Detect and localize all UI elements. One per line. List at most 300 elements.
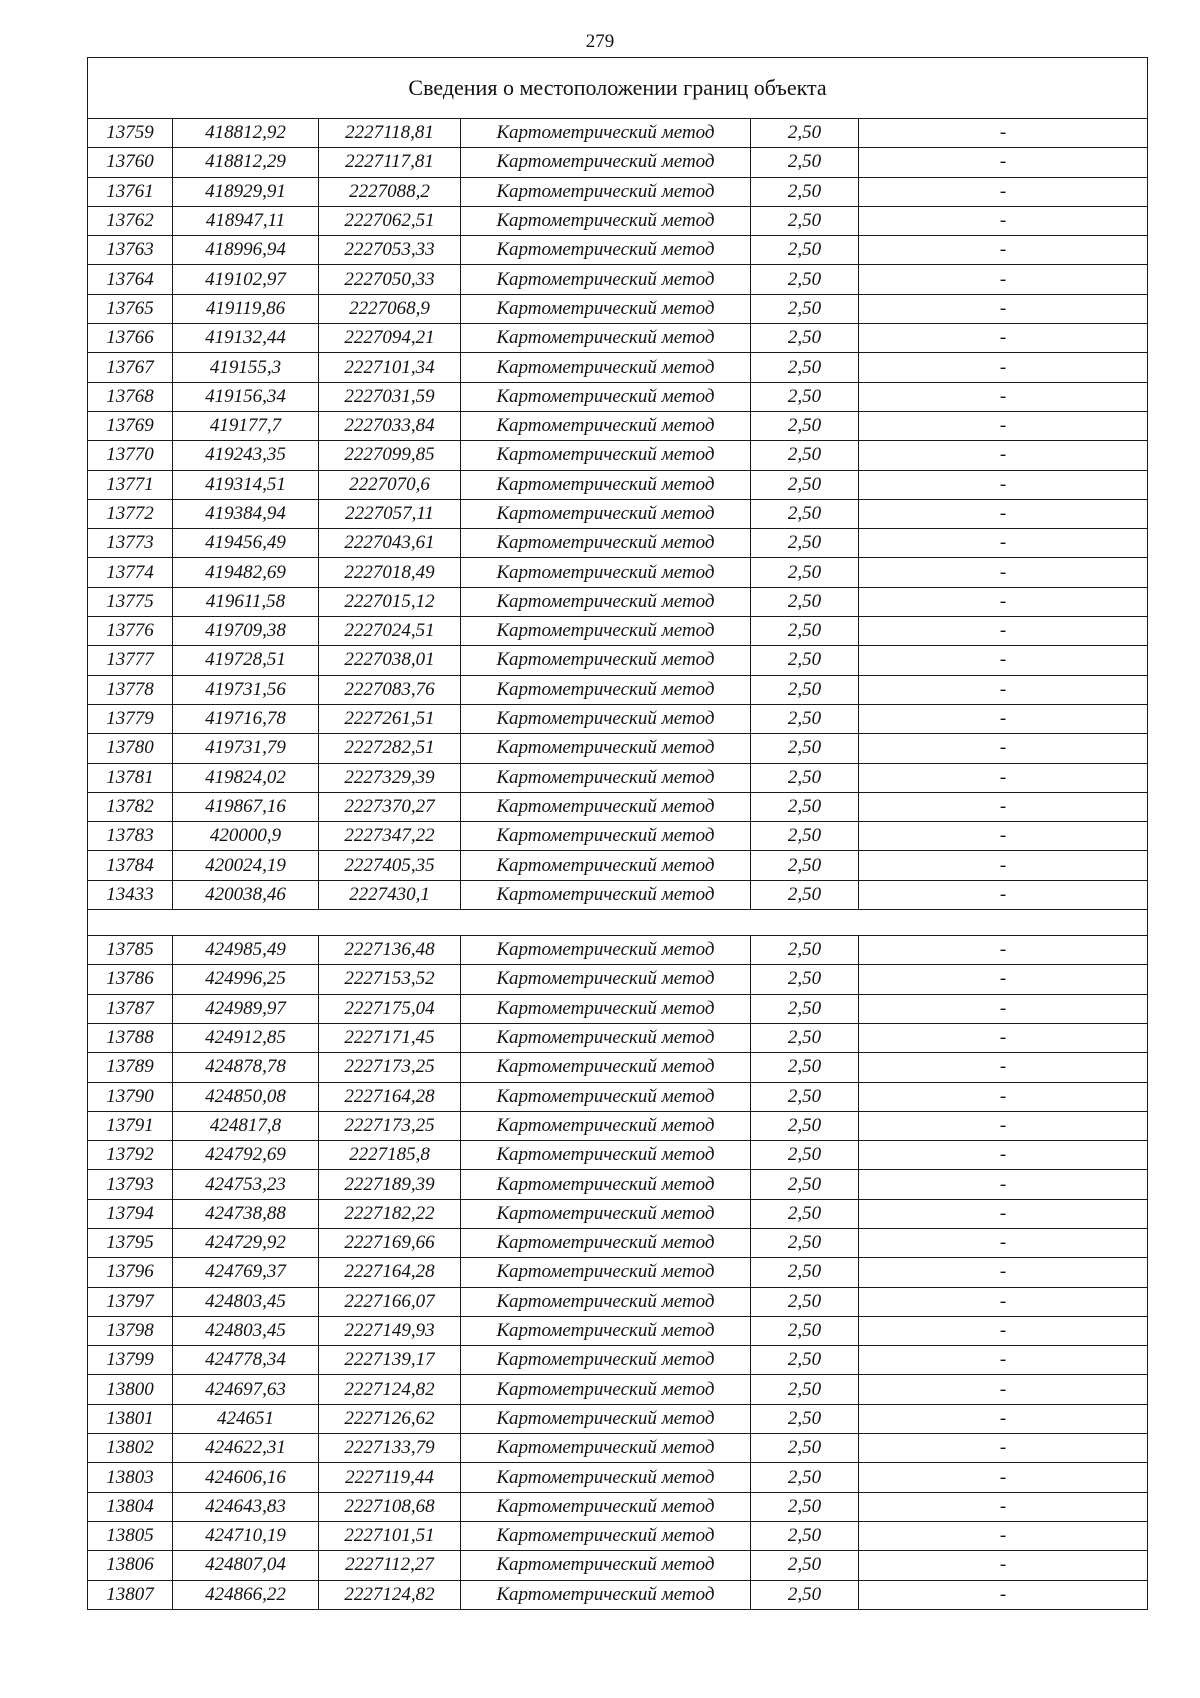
table-row (88, 1492, 1148, 1521)
description-cell: - (859, 763, 1148, 792)
x-coordinate-cell: 418812,29 (173, 148, 319, 177)
point-number-cell: 13806 (88, 1551, 173, 1580)
accuracy-cell: 2,50 (751, 441, 859, 470)
table-row (88, 851, 1148, 880)
point-number-cell: 13788 (88, 1023, 173, 1052)
y-coordinate-cell: 2227108,68 (319, 1492, 461, 1521)
x-coordinate-cell: 424807,04 (173, 1551, 319, 1580)
method-cell: Картометрический метод (461, 1492, 751, 1521)
description-cell: - (859, 411, 1148, 440)
accuracy-cell: 2,50 (751, 1580, 859, 1609)
y-coordinate-cell: 2227099,85 (319, 441, 461, 470)
accuracy-cell: 2,50 (751, 1346, 859, 1375)
description-cell: - (859, 1287, 1148, 1316)
description-cell: - (859, 1492, 1148, 1521)
table-row (88, 382, 1148, 411)
x-coordinate-cell: 419132,44 (173, 324, 319, 353)
method-cell: Картометрический метод (461, 1287, 751, 1316)
description-cell: - (859, 734, 1148, 763)
x-coordinate-cell: 418947,11 (173, 206, 319, 235)
contour-separator-row (88, 910, 1148, 936)
method-cell: Картометрический метод (461, 382, 751, 411)
x-coordinate-cell: 424996,25 (173, 965, 319, 994)
y-coordinate-cell: 2227038,01 (319, 646, 461, 675)
point-number-cell: 13787 (88, 994, 173, 1023)
method-cell: Картометрический метод (461, 1580, 751, 1609)
table-row (88, 1375, 1148, 1404)
x-coordinate-cell: 418812,92 (173, 119, 319, 148)
y-coordinate-cell: 2227101,34 (319, 353, 461, 382)
x-coordinate-cell: 419456,49 (173, 529, 319, 558)
table-row (88, 880, 1148, 909)
accuracy-cell: 2,50 (751, 353, 859, 382)
method-cell: Картометрический метод (461, 1404, 751, 1433)
table-row (88, 1170, 1148, 1199)
y-coordinate-cell: 2227149,93 (319, 1316, 461, 1345)
y-coordinate-cell: 2227057,11 (319, 499, 461, 528)
y-coordinate-cell: 2227070,6 (319, 470, 461, 499)
table-row (88, 1434, 1148, 1463)
x-coordinate-cell: 424792,69 (173, 1141, 319, 1170)
description-cell: - (859, 792, 1148, 821)
description-cell: - (859, 1346, 1148, 1375)
method-cell: Картометрический метод (461, 177, 751, 206)
point-number-cell: 13796 (88, 1258, 173, 1287)
x-coordinate-cell: 419728,51 (173, 646, 319, 675)
table-row (88, 1258, 1148, 1287)
accuracy-cell: 2,50 (751, 265, 859, 294)
x-coordinate-cell: 420000,9 (173, 822, 319, 851)
point-number-cell: 13772 (88, 499, 173, 528)
method-cell: Картометрический метод (461, 1170, 751, 1199)
point-number-cell: 13773 (88, 529, 173, 558)
method-cell: Картометрический метод (461, 1111, 751, 1140)
accuracy-cell: 2,50 (751, 1170, 859, 1199)
x-coordinate-cell: 419709,38 (173, 617, 319, 646)
accuracy-cell: 2,50 (751, 1316, 859, 1345)
method-cell: Картометрический метод (461, 236, 751, 265)
accuracy-cell: 2,50 (751, 587, 859, 616)
y-coordinate-cell: 2227033,84 (319, 411, 461, 440)
method-cell: Картометрический метод (461, 851, 751, 880)
point-number-cell: 13791 (88, 1111, 173, 1140)
description-cell: - (859, 1551, 1148, 1580)
method-cell: Картометрический метод (461, 206, 751, 235)
point-number-cell: 13762 (88, 206, 173, 235)
accuracy-cell: 2,50 (751, 646, 859, 675)
method-cell: Картометрический метод (461, 734, 751, 763)
table-row (88, 148, 1148, 177)
description-cell: - (859, 558, 1148, 587)
table-row (88, 704, 1148, 733)
point-number-cell: 13779 (88, 704, 173, 733)
point-number-cell: 13765 (88, 294, 173, 323)
method-cell: Картометрический метод (461, 529, 751, 558)
point-number-cell: 13783 (88, 822, 173, 851)
y-coordinate-cell: 2227094,21 (319, 324, 461, 353)
point-number-cell: 13767 (88, 353, 173, 382)
y-coordinate-cell: 2227189,39 (319, 1170, 461, 1199)
method-cell: Картометрический метод (461, 1053, 751, 1082)
x-coordinate-cell: 419867,16 (173, 792, 319, 821)
table-row (88, 1346, 1148, 1375)
point-number-cell: 13795 (88, 1228, 173, 1257)
point-number-cell: 13789 (88, 1053, 173, 1082)
point-number-cell: 13771 (88, 470, 173, 499)
point-number-cell: 13793 (88, 1170, 173, 1199)
point-number-cell: 13769 (88, 411, 173, 440)
table-row (88, 1023, 1148, 1052)
accuracy-cell: 2,50 (751, 763, 859, 792)
x-coordinate-cell: 420024,19 (173, 851, 319, 880)
accuracy-cell: 2,50 (751, 1434, 859, 1463)
table-row (88, 1580, 1148, 1609)
table-row (88, 1199, 1148, 1228)
y-coordinate-cell: 2227101,51 (319, 1521, 461, 1550)
accuracy-cell: 2,50 (751, 1199, 859, 1228)
point-number-cell: 13760 (88, 148, 173, 177)
accuracy-cell: 2,50 (751, 704, 859, 733)
point-number-cell: 13784 (88, 851, 173, 880)
point-number-cell: 13797 (88, 1287, 173, 1316)
table-row (88, 294, 1148, 323)
accuracy-cell: 2,50 (751, 470, 859, 499)
x-coordinate-cell: 419155,3 (173, 353, 319, 382)
description-cell: - (859, 1580, 1148, 1609)
accuracy-cell: 2,50 (751, 529, 859, 558)
description-cell: - (859, 1170, 1148, 1199)
description-cell: - (859, 1316, 1148, 1345)
y-coordinate-cell: 2227173,25 (319, 1111, 461, 1140)
table-row (88, 236, 1148, 265)
point-number-cell: 13790 (88, 1082, 173, 1111)
table-row (88, 265, 1148, 294)
method-cell: Картометрический метод (461, 994, 751, 1023)
point-number-cell: 13777 (88, 646, 173, 675)
point-number-cell: 13792 (88, 1141, 173, 1170)
method-cell: Картометрический метод (461, 558, 751, 587)
accuracy-cell: 2,50 (751, 1023, 859, 1052)
accuracy-cell: 2,50 (751, 177, 859, 206)
accuracy-cell: 2,50 (751, 558, 859, 587)
description-cell: - (859, 646, 1148, 675)
point-number-cell: 13804 (88, 1492, 173, 1521)
x-coordinate-cell: 424622,31 (173, 1434, 319, 1463)
y-coordinate-cell: 2227083,76 (319, 675, 461, 704)
table-row (88, 965, 1148, 994)
x-coordinate-cell: 419119,86 (173, 294, 319, 323)
table-row (88, 675, 1148, 704)
x-coordinate-cell: 419731,79 (173, 734, 319, 763)
point-number-cell: 13799 (88, 1346, 173, 1375)
x-coordinate-cell: 424866,22 (173, 1580, 319, 1609)
method-cell: Картометрический метод (461, 1082, 751, 1111)
table-row (88, 529, 1148, 558)
accuracy-cell: 2,50 (751, 675, 859, 704)
table-row (88, 1404, 1148, 1433)
table-row (88, 1316, 1148, 1345)
point-number-cell: 13775 (88, 587, 173, 616)
accuracy-cell: 2,50 (751, 734, 859, 763)
method-cell: Картометрический метод (461, 822, 751, 851)
method-cell: Картометрический метод (461, 646, 751, 675)
point-number-cell: 13778 (88, 675, 173, 704)
description-cell: - (859, 441, 1148, 470)
point-number-cell: 13774 (88, 558, 173, 587)
point-number-cell: 13782 (88, 792, 173, 821)
method-cell: Картометрический метод (461, 1434, 751, 1463)
accuracy-cell: 2,50 (751, 1258, 859, 1287)
accuracy-cell: 2,50 (751, 206, 859, 235)
method-cell: Картометрический метод (461, 294, 751, 323)
y-coordinate-cell: 2227112,27 (319, 1551, 461, 1580)
accuracy-cell: 2,50 (751, 324, 859, 353)
point-number-cell: 13761 (88, 177, 173, 206)
x-coordinate-cell: 418996,94 (173, 236, 319, 265)
table-row (88, 1228, 1148, 1257)
point-number-cell: 13781 (88, 763, 173, 792)
accuracy-cell: 2,50 (751, 382, 859, 411)
y-coordinate-cell: 2227430,1 (319, 880, 461, 909)
x-coordinate-cell: 424985,49 (173, 936, 319, 965)
accuracy-cell: 2,50 (751, 411, 859, 440)
y-coordinate-cell: 2227031,59 (319, 382, 461, 411)
x-coordinate-cell: 419243,35 (173, 441, 319, 470)
description-cell: - (859, 880, 1148, 909)
y-coordinate-cell: 2227018,49 (319, 558, 461, 587)
y-coordinate-cell: 2227126,62 (319, 1404, 461, 1433)
method-cell: Картометрический метод (461, 324, 751, 353)
method-cell: Картометрический метод (461, 1258, 751, 1287)
x-coordinate-cell: 424769,37 (173, 1258, 319, 1287)
table-row (88, 119, 1148, 148)
accuracy-cell: 2,50 (751, 1111, 859, 1140)
y-coordinate-cell: 2227173,25 (319, 1053, 461, 1082)
point-number-cell: 13766 (88, 324, 173, 353)
method-cell: Картометрический метод (461, 1375, 751, 1404)
method-cell: Картометрический метод (461, 1463, 751, 1492)
point-number-cell: 13764 (88, 265, 173, 294)
x-coordinate-cell: 420038,46 (173, 880, 319, 909)
y-coordinate-cell: 2227124,82 (319, 1375, 461, 1404)
method-cell: Картометрический метод (461, 587, 751, 616)
description-cell: - (859, 1463, 1148, 1492)
table-row (88, 734, 1148, 763)
x-coordinate-cell: 419384,94 (173, 499, 319, 528)
description-cell: - (859, 675, 1148, 704)
x-coordinate-cell: 424710,19 (173, 1521, 319, 1550)
y-coordinate-cell: 2227118,81 (319, 119, 461, 148)
accuracy-cell: 2,50 (751, 1492, 859, 1521)
description-cell: - (859, 265, 1148, 294)
description-cell: - (859, 617, 1148, 646)
method-cell: Картометрический метод (461, 1346, 751, 1375)
description-cell: - (859, 704, 1148, 733)
table-row (88, 324, 1148, 353)
method-cell: Картометрический метод (461, 470, 751, 499)
x-coordinate-cell: 424753,23 (173, 1170, 319, 1199)
description-cell: - (859, 236, 1148, 265)
description-cell: - (859, 1023, 1148, 1052)
accuracy-cell: 2,50 (751, 236, 859, 265)
point-number-cell: 13770 (88, 441, 173, 470)
table-row (88, 1111, 1148, 1140)
table-row (88, 206, 1148, 235)
method-cell: Картометрический метод (461, 1023, 751, 1052)
point-number-cell: 13785 (88, 936, 173, 965)
y-coordinate-cell: 2227169,66 (319, 1228, 461, 1257)
x-coordinate-cell: 419731,56 (173, 675, 319, 704)
point-number-cell: 13759 (88, 119, 173, 148)
accuracy-cell: 2,50 (751, 499, 859, 528)
description-cell: - (859, 1053, 1148, 1082)
description-cell: - (859, 499, 1148, 528)
point-number-cell: 13768 (88, 382, 173, 411)
description-cell: - (859, 587, 1148, 616)
description-cell: - (859, 1258, 1148, 1287)
x-coordinate-cell: 419482,69 (173, 558, 319, 587)
method-cell: Картометрический метод (461, 965, 751, 994)
accuracy-cell: 2,50 (751, 1404, 859, 1433)
description-cell: - (859, 1082, 1148, 1111)
x-coordinate-cell: 419102,97 (173, 265, 319, 294)
table-row (88, 1082, 1148, 1111)
x-coordinate-cell: 424850,08 (173, 1082, 319, 1111)
x-coordinate-cell: 424606,16 (173, 1463, 319, 1492)
accuracy-cell: 2,50 (751, 792, 859, 821)
point-number-cell: 13794 (88, 1199, 173, 1228)
table-row (88, 587, 1148, 616)
method-cell: Картометрический метод (461, 1141, 751, 1170)
method-cell: Картометрический метод (461, 617, 751, 646)
accuracy-cell: 2,50 (751, 294, 859, 323)
point-number-cell: 13786 (88, 965, 173, 994)
description-cell: - (859, 851, 1148, 880)
x-coordinate-cell: 424651 (173, 1404, 319, 1433)
x-coordinate-cell: 424803,45 (173, 1316, 319, 1345)
method-cell: Картометрический метод (461, 880, 751, 909)
method-cell: Картометрический метод (461, 1316, 751, 1345)
accuracy-cell: 2,50 (751, 1551, 859, 1580)
method-cell: Картометрический метод (461, 1551, 751, 1580)
point-number-cell: 13805 (88, 1521, 173, 1550)
accuracy-cell: 2,50 (751, 1082, 859, 1111)
y-coordinate-cell: 2227405,35 (319, 851, 461, 880)
boundary-table (87, 57, 1148, 1610)
method-cell: Картометрический метод (461, 148, 751, 177)
accuracy-cell: 2,50 (751, 1375, 859, 1404)
y-coordinate-cell: 2227139,17 (319, 1346, 461, 1375)
y-coordinate-cell: 2227166,07 (319, 1287, 461, 1316)
description-cell: - (859, 529, 1148, 558)
table-row (88, 1551, 1148, 1580)
y-coordinate-cell: 2227370,27 (319, 792, 461, 821)
table-row (88, 763, 1148, 792)
accuracy-cell: 2,50 (751, 148, 859, 177)
accuracy-cell: 2,50 (751, 1463, 859, 1492)
table-row (88, 1053, 1148, 1082)
x-coordinate-cell: 418929,91 (173, 177, 319, 206)
description-cell: - (859, 470, 1148, 499)
description-cell: - (859, 1434, 1148, 1463)
x-coordinate-cell: 419177,7 (173, 411, 319, 440)
description-cell: - (859, 1141, 1148, 1170)
method-cell: Картометрический метод (461, 411, 751, 440)
table-row (88, 1287, 1148, 1316)
point-number-cell: 13433 (88, 880, 173, 909)
table-row (88, 1521, 1148, 1550)
x-coordinate-cell: 419716,78 (173, 704, 319, 733)
accuracy-cell: 2,50 (751, 1141, 859, 1170)
y-coordinate-cell: 2227261,51 (319, 704, 461, 733)
point-number-cell: 13776 (88, 617, 173, 646)
y-coordinate-cell: 2227062,51 (319, 206, 461, 235)
table-row (88, 558, 1148, 587)
description-cell: - (859, 936, 1148, 965)
method-cell: Картометрический метод (461, 1521, 751, 1550)
y-coordinate-cell: 2227015,12 (319, 587, 461, 616)
accuracy-cell: 2,50 (751, 1287, 859, 1316)
x-coordinate-cell: 424817,8 (173, 1111, 319, 1140)
method-cell: Картометрический метод (461, 441, 751, 470)
accuracy-cell: 2,50 (751, 119, 859, 148)
description-cell: - (859, 1521, 1148, 1550)
y-coordinate-cell: 2227050,33 (319, 265, 461, 294)
y-coordinate-cell: 2227171,45 (319, 1023, 461, 1052)
y-coordinate-cell: 2227088,2 (319, 177, 461, 206)
method-cell: Картометрический метод (461, 675, 751, 704)
table-row (88, 499, 1148, 528)
y-coordinate-cell: 2227182,22 (319, 1199, 461, 1228)
accuracy-cell: 2,50 (751, 936, 859, 965)
description-cell: - (859, 1375, 1148, 1404)
x-coordinate-cell: 424778,34 (173, 1346, 319, 1375)
x-coordinate-cell: 424912,85 (173, 1023, 319, 1052)
method-cell: Картометрический метод (461, 353, 751, 382)
y-coordinate-cell: 2227185,8 (319, 1141, 461, 1170)
x-coordinate-cell: 424729,92 (173, 1228, 319, 1257)
contour-separator-cell (88, 910, 1148, 936)
point-number-cell: 13800 (88, 1375, 173, 1404)
x-coordinate-cell: 424643,83 (173, 1492, 319, 1521)
x-coordinate-cell: 419314,51 (173, 470, 319, 499)
y-coordinate-cell: 2227068,9 (319, 294, 461, 323)
table-row (88, 792, 1148, 821)
accuracy-cell: 2,50 (751, 822, 859, 851)
accuracy-cell: 2,50 (751, 1228, 859, 1257)
table-row (88, 1463, 1148, 1492)
description-cell: - (859, 1111, 1148, 1140)
method-cell: Картометрический метод (461, 792, 751, 821)
description-cell: - (859, 119, 1148, 148)
description-cell: - (859, 177, 1148, 206)
description-cell: - (859, 148, 1148, 177)
table-row (88, 411, 1148, 440)
y-coordinate-cell: 2227133,79 (319, 1434, 461, 1463)
table-row (88, 822, 1148, 851)
table-row (88, 1141, 1148, 1170)
x-coordinate-cell: 424878,78 (173, 1053, 319, 1082)
y-coordinate-cell: 2227175,04 (319, 994, 461, 1023)
description-cell: - (859, 206, 1148, 235)
table-row (88, 617, 1148, 646)
method-cell: Картометрический метод (461, 763, 751, 792)
method-cell: Картометрический метод (461, 499, 751, 528)
y-coordinate-cell: 2227282,51 (319, 734, 461, 763)
x-coordinate-cell: 424803,45 (173, 1287, 319, 1316)
x-coordinate-cell: 424989,97 (173, 994, 319, 1023)
description-cell: - (859, 353, 1148, 382)
